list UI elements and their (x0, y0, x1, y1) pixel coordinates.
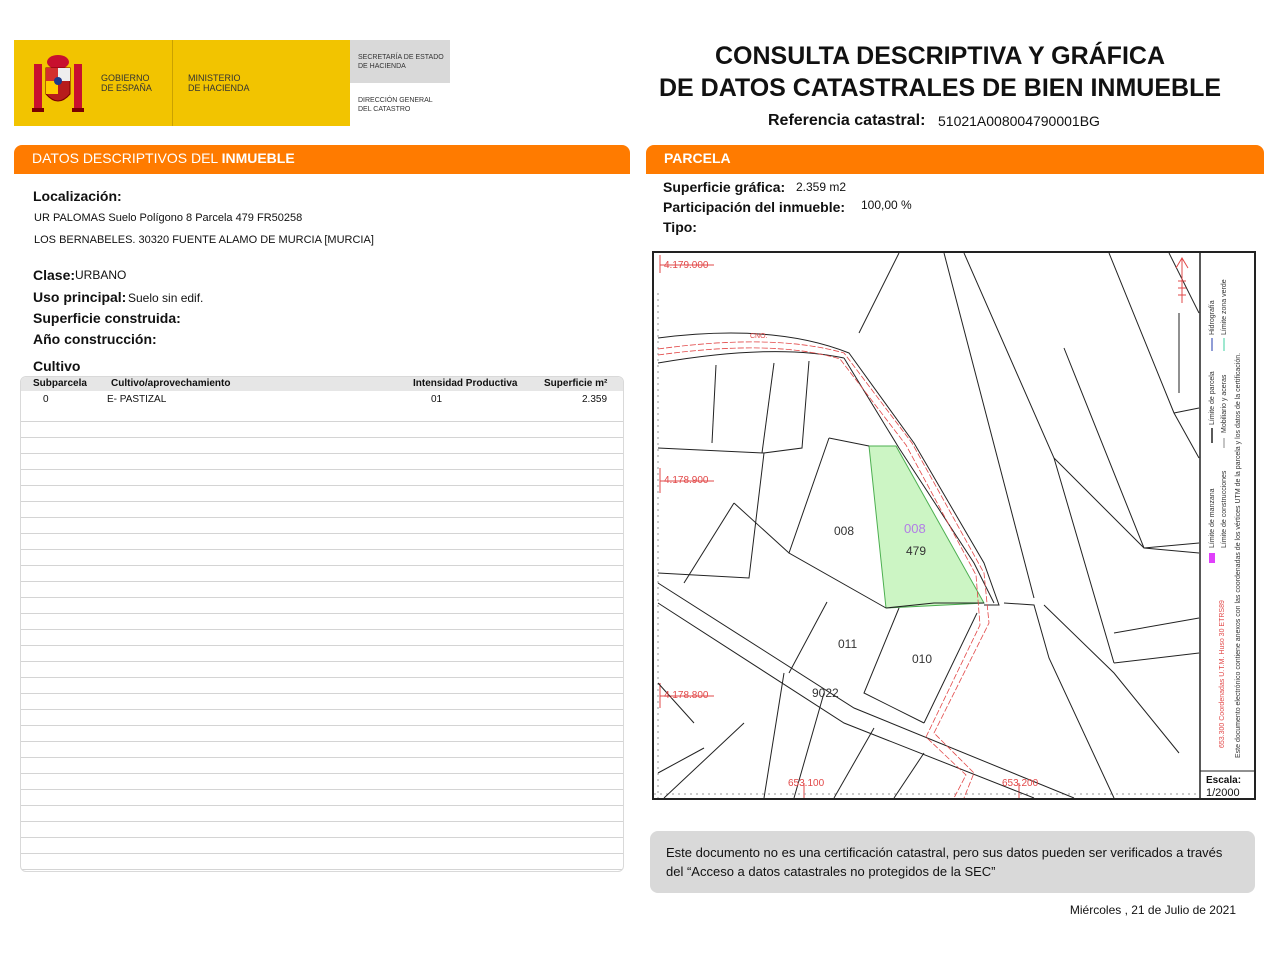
td-cultivo: E- PASTIZAL (107, 394, 167, 405)
legend-parcela: Límite de parcela (1209, 371, 1216, 425)
uso-principal-value: Suelo sin edif. (128, 291, 204, 305)
scale-value: 1/2000 (1206, 787, 1240, 798)
uso-principal-label: Uso principal: (33, 289, 127, 305)
legend-construcciones: Límite de construcciones (1221, 470, 1228, 548)
localizacion-line1: UR PALOMAS Suelo Polígono 8 Parcela 479 FR50258 (34, 212, 303, 224)
participacion-label: Participación del inmueble: (663, 199, 846, 215)
logo-separator (172, 40, 173, 126)
th-superficie: Superficie m² (544, 378, 608, 389)
gobierno-text: GOBIERNO DE ESPAÑA (101, 73, 152, 93)
direccion-text: DIRECCIÓN GENERAL DEL CATASTRO (358, 97, 433, 113)
ref-catastral-label: Referencia catastral: (768, 112, 926, 129)
superficie-construida-label: Superficie construida: (33, 310, 181, 326)
anio-construccion-label: Año construcción: (33, 331, 157, 347)
disclaimer-note: Este documento no es una certificación catastral, pero sus datos pueden ser verificados a través del “Acceso a datos catastrales no protegidos de la SEC” (650, 831, 1255, 893)
document-date: Miércoles , 21 de Julio de 2021 (1069, 903, 1236, 917)
document-title-line1: CONSULTA DESCRIPTIVA Y GRÁFICA (714, 42, 1166, 70)
ministerio-text: MINISTERIO DE HACIENDA (188, 73, 250, 93)
parcel-label-011: 011 (838, 637, 858, 651)
cadastral-map[interactable] (652, 251, 1256, 800)
legend-mobiliario: Mobiliario y aceras (1221, 374, 1228, 433)
scale-label: Escala: (1206, 775, 1242, 786)
coord-y2: 4.178.900 (664, 475, 709, 486)
road-label: CNO. (750, 333, 768, 340)
coord-x1: 653.100 (788, 778, 825, 789)
legend-manzana: Límite de manzana (1209, 488, 1216, 548)
ref-catastral-value: 51021A008004790001BG (938, 113, 1100, 129)
th-subparcela: Subparcela (33, 378, 87, 389)
coord-y3: 4.178.800 (664, 690, 709, 701)
section-divider (646, 171, 1264, 174)
superficie-grafica-label: Superficie gráfica: (663, 179, 786, 195)
parcel-label-008-highlight: 008 (904, 521, 926, 536)
coord-x2: 653.200 (1002, 778, 1039, 789)
cultivo-table (20, 376, 624, 872)
parcel-label-479: 479 (906, 544, 927, 558)
th-cultivo: Cultivo/aprovechamiento (111, 378, 231, 389)
tipo-label: Tipo: (663, 219, 697, 235)
secretaria-text: SECRETARÍA DE ESTADO DE HACIENDA (358, 54, 444, 70)
localizacion-label: Localización: (33, 188, 122, 204)
coord-y1: 4.179.000 (664, 260, 709, 271)
th-intensidad: Intensidad Productiva (413, 378, 518, 389)
coat-of-arms-icon (26, 50, 90, 116)
participacion-value: 100,00 % (861, 198, 912, 212)
parcel-label-008: 008 (834, 524, 855, 538)
clase-label: Clase: (33, 267, 76, 283)
legend-document-note: Este documento electrónico contiene anexos con las coordenadas de los vértices UTM de la parcela y los datos de la certificación. (1235, 352, 1242, 758)
parcel-label-9022: 9022 (812, 686, 839, 700)
cultivo-label: Cultivo (33, 358, 81, 374)
clase-value: URBANO (75, 268, 127, 282)
legend-coords-utm: 653.300 Coordenadas U.T.M. Huso 30 ETRS89 (1219, 600, 1226, 748)
section-header-datos: DATOS DESCRIPTIVOS DEL INMUEBLE (14, 145, 630, 171)
section-divider (14, 171, 630, 174)
section-header-parcela: PARCELA (646, 145, 1264, 171)
td-superficie: 2.359 (582, 394, 608, 405)
td-subparcela: 0 (43, 394, 49, 405)
superficie-grafica-value: 2.359 m2 (796, 180, 847, 194)
legend-zona-verde: Límite zona verde (1221, 279, 1228, 335)
document-title-line2: DE DATOS CATASTRALES DE BIEN INMUEBLE (658, 74, 1222, 102)
legend-hidrografia: Hidrografía (1209, 300, 1216, 335)
td-intensidad: 01 (431, 394, 443, 405)
parcel-label-010: 010 (912, 652, 933, 666)
localizacion-line2: LOS BERNABELES. 30320 FUENTE ALAMO DE MURCIA [MURCIA] (34, 234, 374, 246)
